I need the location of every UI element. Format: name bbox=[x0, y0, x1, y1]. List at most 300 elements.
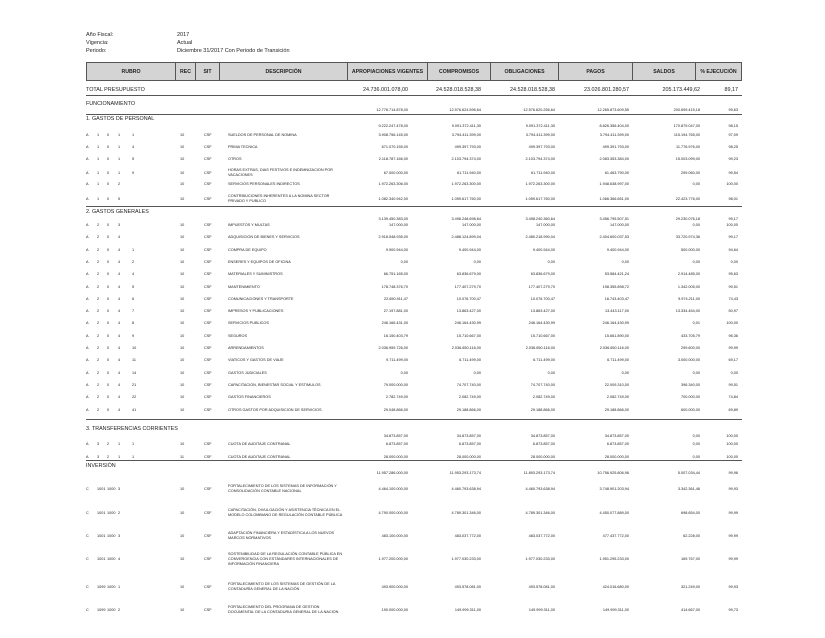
rubro-code: A bbox=[86, 370, 89, 375]
rubro-code: 0 bbox=[107, 309, 110, 314]
rec-code: 10 bbox=[180, 584, 185, 589]
sit-code: CSF bbox=[204, 370, 212, 375]
rec-code: 10 bbox=[180, 170, 185, 175]
rubro-code: 4 bbox=[118, 407, 121, 412]
sit-code: CSF bbox=[204, 346, 212, 350]
row-value: 1.066.366.651,00 bbox=[599, 196, 629, 201]
section-generales-total-value: 3.456.795.507,51 bbox=[599, 217, 629, 221]
rubro-code: 2 bbox=[118, 182, 121, 186]
rec-code: 10 bbox=[180, 510, 185, 515]
rubro-code: C bbox=[86, 557, 89, 561]
rubro-code: 3 bbox=[118, 223, 121, 227]
description-text: COMPRA DE EQUIPO bbox=[228, 247, 267, 252]
rubro-code: 0 bbox=[107, 395, 110, 400]
rec-code: 10 bbox=[180, 382, 185, 387]
rubro-code: 1000 bbox=[107, 486, 116, 491]
section-personal-total-value: 170.879.047,00 bbox=[673, 124, 700, 128]
description-text: MODELO COLOMBIANO DE REGULACIÓN CONTABLE PÚBLICA bbox=[228, 513, 343, 517]
rubro-code: 1001 bbox=[97, 533, 106, 538]
row-value: 246.164.430,99 bbox=[602, 321, 629, 326]
row-value: 1.972.263.306,00 bbox=[378, 182, 408, 186]
rubro-code: 3 bbox=[118, 533, 121, 538]
rubro-code: 4 bbox=[118, 395, 121, 400]
rec-code: 10 bbox=[180, 557, 185, 561]
row-value: 499.397.793,00 bbox=[454, 145, 481, 149]
rubro-code: 1 bbox=[118, 455, 121, 459]
row-value: 74,84 bbox=[728, 395, 738, 400]
row-value: 414.667,00 bbox=[680, 607, 700, 612]
rubro-code: 1099 bbox=[97, 607, 106, 612]
description-text: ADAPTACIÓN FINANCIERA Y ESTADÍSTICA A LOS NUEVOS bbox=[228, 531, 335, 535]
row-value: 9.400.944,00 bbox=[532, 247, 555, 252]
description-text: IMPUESTOS Y MULTAS bbox=[228, 223, 270, 227]
rubro-code: C bbox=[86, 607, 89, 612]
rubro-code: 0 bbox=[107, 382, 110, 387]
row-value: 99,23 bbox=[728, 157, 738, 161]
row-value: 483.037.772,00 bbox=[454, 533, 481, 538]
row-value: 6.711.499,00 bbox=[607, 358, 629, 363]
row-value: 700.000,00 bbox=[680, 395, 700, 400]
section-generales-total-value: 99,17 bbox=[728, 217, 738, 221]
rubro-code: 3 bbox=[97, 442, 100, 446]
rubro-code: 9 bbox=[132, 333, 135, 338]
description-text: PRIMA TECNICA bbox=[228, 145, 258, 149]
row-value: 149.999.311,00 bbox=[454, 607, 481, 612]
rec-code: 10 bbox=[180, 284, 185, 289]
row-value: 0,00 bbox=[400, 259, 408, 264]
rec-code: 10 bbox=[180, 235, 185, 240]
section-transferencias-total-value: 0,00 bbox=[692, 434, 700, 438]
rubro-code: 4 bbox=[132, 145, 135, 149]
row-value: 671.070.155,00 bbox=[381, 145, 408, 149]
periodo-label: Periodo: bbox=[86, 48, 107, 54]
row-value: 177.407.279,70 bbox=[528, 284, 555, 289]
rubro-code: 2 bbox=[97, 223, 100, 227]
description-text: OTROS GASTOS POR ADQUISICION DE SERVICIOS bbox=[228, 407, 322, 412]
row-value: 79.000.000,00 bbox=[383, 382, 408, 387]
rubro-code: C bbox=[86, 510, 89, 515]
rubro-code: 4 bbox=[118, 370, 121, 375]
total-value: 205.173.449,62 bbox=[662, 87, 700, 93]
row-value: 4.464.100.000,00 bbox=[378, 486, 408, 491]
rubro-code: 0 bbox=[107, 157, 110, 161]
rubro-code: 5 bbox=[132, 157, 135, 161]
rubro-code: 6 bbox=[132, 296, 135, 301]
rubro-code: 4 bbox=[118, 284, 121, 289]
rubro-code: 1000 bbox=[107, 557, 116, 561]
row-value: 396.340,00 bbox=[680, 382, 700, 387]
rubro-code: 1000 bbox=[107, 510, 116, 515]
rubro-code: 3 bbox=[97, 455, 100, 459]
section-inversion-total-value: 10.756.925.806,96 bbox=[597, 471, 629, 475]
sit-code: CSF bbox=[204, 259, 212, 264]
row-value: 15.710.667,00 bbox=[456, 333, 481, 338]
rec-code: 10 bbox=[180, 333, 185, 338]
section-personal-total-value: 98,15 bbox=[728, 124, 738, 128]
rubro-code: 2 bbox=[107, 442, 110, 446]
rubro-code: 21 bbox=[132, 382, 137, 387]
row-value: 99,99 bbox=[728, 533, 738, 538]
rubro-code: 1099 bbox=[97, 584, 106, 589]
rubro-code: 1 bbox=[118, 442, 121, 446]
rubro-code: 1 bbox=[118, 145, 121, 149]
description-text: SOSTENIBILIDAD DE LA REGULACIÓN CONTABLE PÚBLICA EN bbox=[228, 552, 343, 556]
funcionamiento-total-value: 200.699.415,18 bbox=[673, 108, 700, 112]
rubro-code: A bbox=[86, 170, 89, 175]
row-value: 1.977.030.233,00 bbox=[451, 557, 481, 561]
row-value: 99,54 bbox=[728, 170, 738, 175]
row-value: 3.908.756.145,00 bbox=[378, 133, 408, 137]
row-value: 100,00 bbox=[726, 223, 738, 227]
rubro-code: A bbox=[86, 223, 89, 227]
rubro-code: A bbox=[86, 145, 89, 149]
description-text: ENSERES Y EQUIPOS DE OFICINA bbox=[228, 259, 291, 264]
sit-code: CSF bbox=[204, 455, 212, 459]
divider bbox=[86, 460, 742, 461]
row-value: 6.711.499,00 bbox=[459, 358, 481, 363]
row-value: 33.720.974,36 bbox=[675, 235, 700, 240]
rubro-code: A bbox=[86, 235, 89, 240]
rubro-code: A bbox=[86, 442, 89, 446]
row-value: 493.900.000,00 bbox=[381, 584, 408, 589]
section-transferencias-total-value: 34.873.857,00 bbox=[530, 434, 555, 438]
row-value: 15.003.099,00 bbox=[675, 157, 700, 161]
row-value: 2.103.794.374,00 bbox=[451, 157, 481, 161]
section-transferencias-total-value: 34.873.857,00 bbox=[604, 434, 629, 438]
vigencia-value: Actual bbox=[177, 40, 193, 46]
row-value: 424.016.680,00 bbox=[602, 584, 629, 589]
rubro-code: 1 bbox=[132, 247, 135, 252]
row-value: 2.488.124.899,04 bbox=[451, 235, 481, 240]
row-value: 98,01 bbox=[728, 196, 738, 201]
row-value: 22.423.776,00 bbox=[675, 196, 700, 201]
rubro-code: 0 bbox=[107, 333, 110, 338]
rec-code: 10 bbox=[180, 442, 185, 446]
row-value: 99,17 bbox=[728, 235, 738, 240]
rubro-code: 0 bbox=[107, 272, 110, 277]
funcionamiento-total-value: 99,63 bbox=[728, 108, 738, 112]
rec-code: 10 bbox=[180, 607, 185, 612]
divider bbox=[86, 114, 742, 115]
rec-code: 10 bbox=[180, 296, 185, 301]
rubro-code: 10 bbox=[132, 346, 137, 350]
sit-code: CSF bbox=[204, 557, 212, 561]
row-value: 22.650.911,47 bbox=[384, 296, 408, 301]
row-value: 99,99 bbox=[728, 557, 738, 561]
row-value: 13.863.427,00 bbox=[456, 309, 481, 314]
sit-code: CSF bbox=[204, 407, 212, 412]
header-pagos: PAGOS bbox=[558, 63, 632, 80]
section-generales-total-value: 3.496.248.698,64 bbox=[451, 217, 481, 221]
row-value: 13.443.117,00 bbox=[605, 309, 629, 314]
row-value: 500.000,00 bbox=[680, 247, 700, 252]
table-header bbox=[86, 62, 742, 81]
rec-code: 10 bbox=[180, 182, 185, 186]
row-value: 16.150.403,79 bbox=[383, 333, 408, 338]
rubro-code: A bbox=[86, 182, 89, 186]
row-value: 61.711.940,00 bbox=[457, 170, 481, 175]
sit-code: CSF bbox=[204, 196, 212, 201]
row-value: 6.873.857,00 bbox=[606, 442, 629, 446]
description-text: FORTALECIMIENTO DE LOS SISTEMAS DE INFORMACIÓN Y bbox=[228, 484, 337, 488]
total-value: 23.026.801.280,57 bbox=[584, 87, 629, 93]
year-label: Año Fiscal: bbox=[86, 32, 114, 38]
row-value: 2.036.959.726,00 bbox=[378, 346, 408, 350]
total-value: 89,17 bbox=[724, 87, 738, 93]
rubro-code: 7 bbox=[132, 309, 135, 314]
row-value: 10.076.700,47 bbox=[456, 296, 481, 301]
section-personal-title: 1. GASTOS DE PERSONAL bbox=[86, 116, 155, 122]
row-value: 10.076.700,47 bbox=[530, 296, 555, 301]
row-value: 493.578.081,00 bbox=[454, 584, 481, 589]
total-label: TOTAL PRESUPUESTO bbox=[86, 87, 145, 93]
rubro-code: 2 bbox=[97, 235, 100, 240]
rec-code: 10 bbox=[180, 358, 185, 363]
rubro-code: 22 bbox=[132, 395, 137, 400]
row-value: 4.789.301.346,00 bbox=[451, 510, 481, 515]
rec-code: 10 bbox=[180, 259, 185, 264]
sit-code: CSF bbox=[204, 584, 212, 589]
rubro-code: 2 bbox=[97, 309, 100, 314]
sit-code: CSF bbox=[204, 309, 212, 314]
row-value: 62.228,00 bbox=[683, 533, 700, 538]
rubro-code: 1 bbox=[118, 133, 121, 137]
description-text: CONSOLIDACIÓN CONTABLE NACIONAL bbox=[228, 489, 302, 493]
rubro-code: A bbox=[86, 309, 89, 314]
description-text: CAPACITACION, BIENESTAR SOCIAL Y ESTIMULOS bbox=[228, 382, 321, 387]
row-value: 147.000,00 bbox=[609, 223, 629, 227]
sit-code: CSF bbox=[204, 170, 212, 175]
row-value: 0,00 bbox=[621, 259, 629, 264]
rubro-code: 1000 bbox=[107, 607, 116, 612]
rubro-code: 4 bbox=[118, 247, 121, 252]
section-generales-total-value: 3.498.240.360,64 bbox=[525, 217, 555, 221]
row-value: 198.355.898,72 bbox=[602, 284, 629, 289]
row-value: 99,93 bbox=[728, 584, 738, 589]
sit-code: CSF bbox=[204, 510, 212, 515]
rubro-code: 0 bbox=[107, 182, 110, 186]
row-value: 29.188.866,00 bbox=[530, 407, 555, 412]
rec-code: 10 bbox=[180, 133, 185, 137]
description-text: CUOTA DE AUDITAJE CONTRANAL bbox=[228, 442, 291, 446]
sit-code: CSF bbox=[204, 157, 212, 161]
row-value: 28.000.000,00 bbox=[383, 455, 408, 459]
rubro-code: 2 bbox=[97, 407, 100, 412]
funcionamiento-title: FUNCIONAMIENTO bbox=[86, 101, 136, 107]
row-value: 6.873.857,00 bbox=[532, 442, 555, 446]
rubro-code: 9 bbox=[132, 170, 135, 175]
section-personal-total-value: 8.826.356.404,00 bbox=[599, 124, 629, 128]
rubro-code: 4 bbox=[118, 321, 121, 326]
rec-code: 10 bbox=[180, 346, 185, 350]
rubro-code: 0 bbox=[107, 370, 110, 375]
row-value: 4.790.000.000,00 bbox=[378, 510, 408, 515]
rubro-code: 2 bbox=[97, 284, 100, 289]
rubro-code: 1 bbox=[97, 133, 100, 137]
section-personal-total-value: 9.091.372.411,30 bbox=[451, 124, 481, 128]
row-value: 0,00 bbox=[400, 370, 408, 375]
row-value: 0,00 bbox=[547, 259, 555, 264]
rubro-code: 2 bbox=[132, 259, 135, 264]
row-value: 0,00 bbox=[621, 370, 629, 375]
rec-code: 10 bbox=[180, 223, 185, 227]
row-value: 0,00 bbox=[692, 182, 700, 186]
rubro-code: 2 bbox=[97, 370, 100, 375]
row-value: 2.083.353.384,00 bbox=[599, 157, 629, 161]
rubro-code: 2 bbox=[97, 346, 100, 350]
total-value: 24.528.018.528,38 bbox=[510, 87, 555, 93]
row-value: 0,00 bbox=[473, 370, 481, 375]
rubro-code: 1000 bbox=[107, 584, 116, 589]
rubro-code: 1000 bbox=[107, 533, 116, 538]
row-value: 99,99 bbox=[728, 510, 738, 515]
row-value: 63.836.679,00 bbox=[530, 272, 555, 277]
row-value: 100,00 bbox=[726, 321, 738, 326]
description-text: MATERIALES Y SUMINISTROS bbox=[228, 272, 283, 277]
row-value: 98,25 bbox=[728, 145, 738, 149]
rubro-code: A bbox=[86, 382, 89, 387]
row-value: 28.000.000,00 bbox=[604, 455, 629, 459]
section-personal-total-value: 9.091.372.411,30 bbox=[525, 124, 555, 128]
sit-code: CSF bbox=[204, 296, 212, 301]
row-value: 6.873.857,00 bbox=[458, 442, 481, 446]
row-value: 149.999.311,00 bbox=[602, 607, 629, 612]
header-rec: REC bbox=[175, 63, 195, 80]
rubro-code: 0 bbox=[107, 223, 110, 227]
row-value: 63.836.679,00 bbox=[456, 272, 481, 277]
row-value: 13.863.427,00 bbox=[530, 309, 555, 314]
rubro-code: 0 bbox=[107, 284, 110, 289]
row-value: 3.000.000,00 bbox=[677, 358, 700, 363]
sit-code: CSF bbox=[204, 284, 212, 289]
row-value: 1.977.030.233,00 bbox=[525, 557, 555, 561]
row-value: 499.397.793,00 bbox=[528, 145, 555, 149]
rubro-code: 2 bbox=[97, 321, 100, 326]
row-value: 3.794.411.399,00 bbox=[525, 133, 555, 137]
row-value: 246.166.431,00 bbox=[381, 321, 408, 326]
row-value: 15.661.890,00 bbox=[604, 333, 629, 338]
row-value: 299.060,00 bbox=[680, 170, 700, 175]
rec-code: 10 bbox=[180, 370, 185, 375]
rec-code: 10 bbox=[180, 533, 185, 538]
row-value: 2.103.794.374,00 bbox=[525, 157, 555, 161]
row-value: 69,89 bbox=[728, 407, 738, 412]
row-value: 74.707.740,00 bbox=[456, 382, 481, 387]
funcionamiento-total-value: 12.576.624.596,64 bbox=[449, 108, 481, 112]
divider bbox=[86, 419, 742, 420]
rubro-code: 4 bbox=[132, 272, 135, 277]
row-value: 9.974.211,00 bbox=[678, 296, 700, 301]
description-text: CONTRIBUCIONES INHERENTES A LA NOMINA SECTOR bbox=[228, 194, 330, 198]
row-value: 147.000,00 bbox=[535, 223, 555, 227]
rubro-code: 1 bbox=[118, 584, 121, 589]
rubro-code: A bbox=[86, 133, 89, 137]
row-value: 3.748.901.203,94 bbox=[599, 486, 629, 491]
row-value: 0,00 bbox=[692, 442, 700, 446]
row-value: 97,09 bbox=[728, 133, 738, 137]
row-value: 61.711.940,00 bbox=[531, 170, 555, 175]
rubro-code: 2 bbox=[97, 259, 100, 264]
rubro-code: 2 bbox=[97, 333, 100, 338]
row-value: 147.000,00 bbox=[461, 223, 481, 227]
row-value: 2.082.749,00 bbox=[458, 395, 481, 400]
header-sit: SIT bbox=[195, 63, 219, 80]
rubro-code: 0 bbox=[107, 321, 110, 326]
row-value: 0,00 bbox=[692, 223, 700, 227]
row-value: 169.767,00 bbox=[680, 557, 700, 561]
sit-code: CSF bbox=[204, 358, 212, 363]
section-personal-total-value: 9.222.247.478,00 bbox=[378, 124, 408, 128]
rubro-code: A bbox=[86, 395, 89, 400]
row-value: 9.711.499,00 bbox=[386, 358, 408, 363]
row-value: 28.000.000,00 bbox=[456, 455, 481, 459]
row-value: 94,64 bbox=[728, 247, 738, 252]
row-value: 29.188.866,00 bbox=[604, 407, 629, 412]
row-value: 2.036.650.116,00 bbox=[599, 346, 629, 350]
row-value: 321.249,00 bbox=[680, 584, 700, 589]
rubro-code: A bbox=[86, 407, 89, 412]
header-rubro: RUBRO bbox=[121, 68, 141, 75]
description-text: FORTALECIMIENTO DE LOS SISTEMAS DE GESTIÓN DE LA bbox=[228, 582, 336, 586]
rubro-code: 4 bbox=[118, 235, 121, 240]
row-value: 246.164.430,99 bbox=[528, 321, 555, 326]
row-value: 6.711.499,00 bbox=[533, 358, 555, 363]
rubro-code: 0 bbox=[107, 358, 110, 363]
rubro-code: 1 bbox=[97, 157, 100, 161]
rubro-code: 1 bbox=[97, 196, 100, 201]
rubro-code: 1 bbox=[132, 442, 135, 446]
row-value: 2.480.218.990,04 bbox=[525, 235, 555, 240]
description-text: HORAS EXTRAS, DIAS FESTIVOS E INDEMNIZACION POR bbox=[228, 168, 333, 172]
rubro-code: A bbox=[86, 321, 89, 326]
rubro-code: A bbox=[86, 346, 89, 350]
rubro-code: 4 bbox=[118, 358, 121, 363]
funcionamiento-total-value: 12.576.620.256,64 bbox=[523, 108, 555, 112]
row-value: 1.948.638.997,00 bbox=[599, 182, 629, 186]
row-value: 149.999.311,00 bbox=[528, 607, 555, 612]
rubro-code: A bbox=[86, 247, 89, 252]
description-text: OTROS bbox=[228, 157, 242, 161]
row-value: 0,00 bbox=[547, 370, 555, 375]
header-compromisos: COMPROMISOS bbox=[427, 63, 490, 80]
rubro-code: 0 bbox=[107, 407, 110, 412]
rubro-code: 4 bbox=[118, 259, 121, 264]
row-value: 1.972.263.300,00 bbox=[525, 182, 555, 186]
section-generales-total-value: 3.139.450.383,00 bbox=[378, 217, 408, 221]
description-text: MARCOS NORMATIVOS bbox=[228, 536, 271, 540]
row-value: 99,73 bbox=[728, 607, 738, 612]
year-value: 2017 bbox=[177, 32, 190, 38]
sit-code: CSF bbox=[204, 533, 212, 538]
row-value: 2.914.485,00 bbox=[677, 272, 700, 277]
sit-code: CSF bbox=[204, 133, 212, 137]
rubro-code: 2 bbox=[118, 607, 121, 612]
rubro-code: 1 bbox=[132, 133, 135, 137]
description-text: MANTENIMIENTO bbox=[228, 284, 260, 289]
row-value: 483.037.772,00 bbox=[528, 533, 555, 538]
rec-code: 10 bbox=[180, 196, 185, 201]
total-value: 24.736.001.078,00 bbox=[363, 87, 408, 93]
section-inversion-total-value: 99,96 bbox=[728, 471, 738, 475]
row-value: 6.873.857,00 bbox=[385, 442, 408, 446]
description-text: CAPACITACIÓN, DIVULGACIÓN Y ASISTENCIA TÉCNICA EN EL bbox=[228, 508, 341, 512]
rubro-code: 4 bbox=[118, 296, 121, 301]
rubro-code: 4 bbox=[118, 346, 121, 350]
divider bbox=[86, 206, 742, 207]
rubro-code: 0 bbox=[107, 196, 110, 201]
sit-code: CSF bbox=[204, 223, 212, 227]
rubro-code: 4 bbox=[118, 382, 121, 387]
